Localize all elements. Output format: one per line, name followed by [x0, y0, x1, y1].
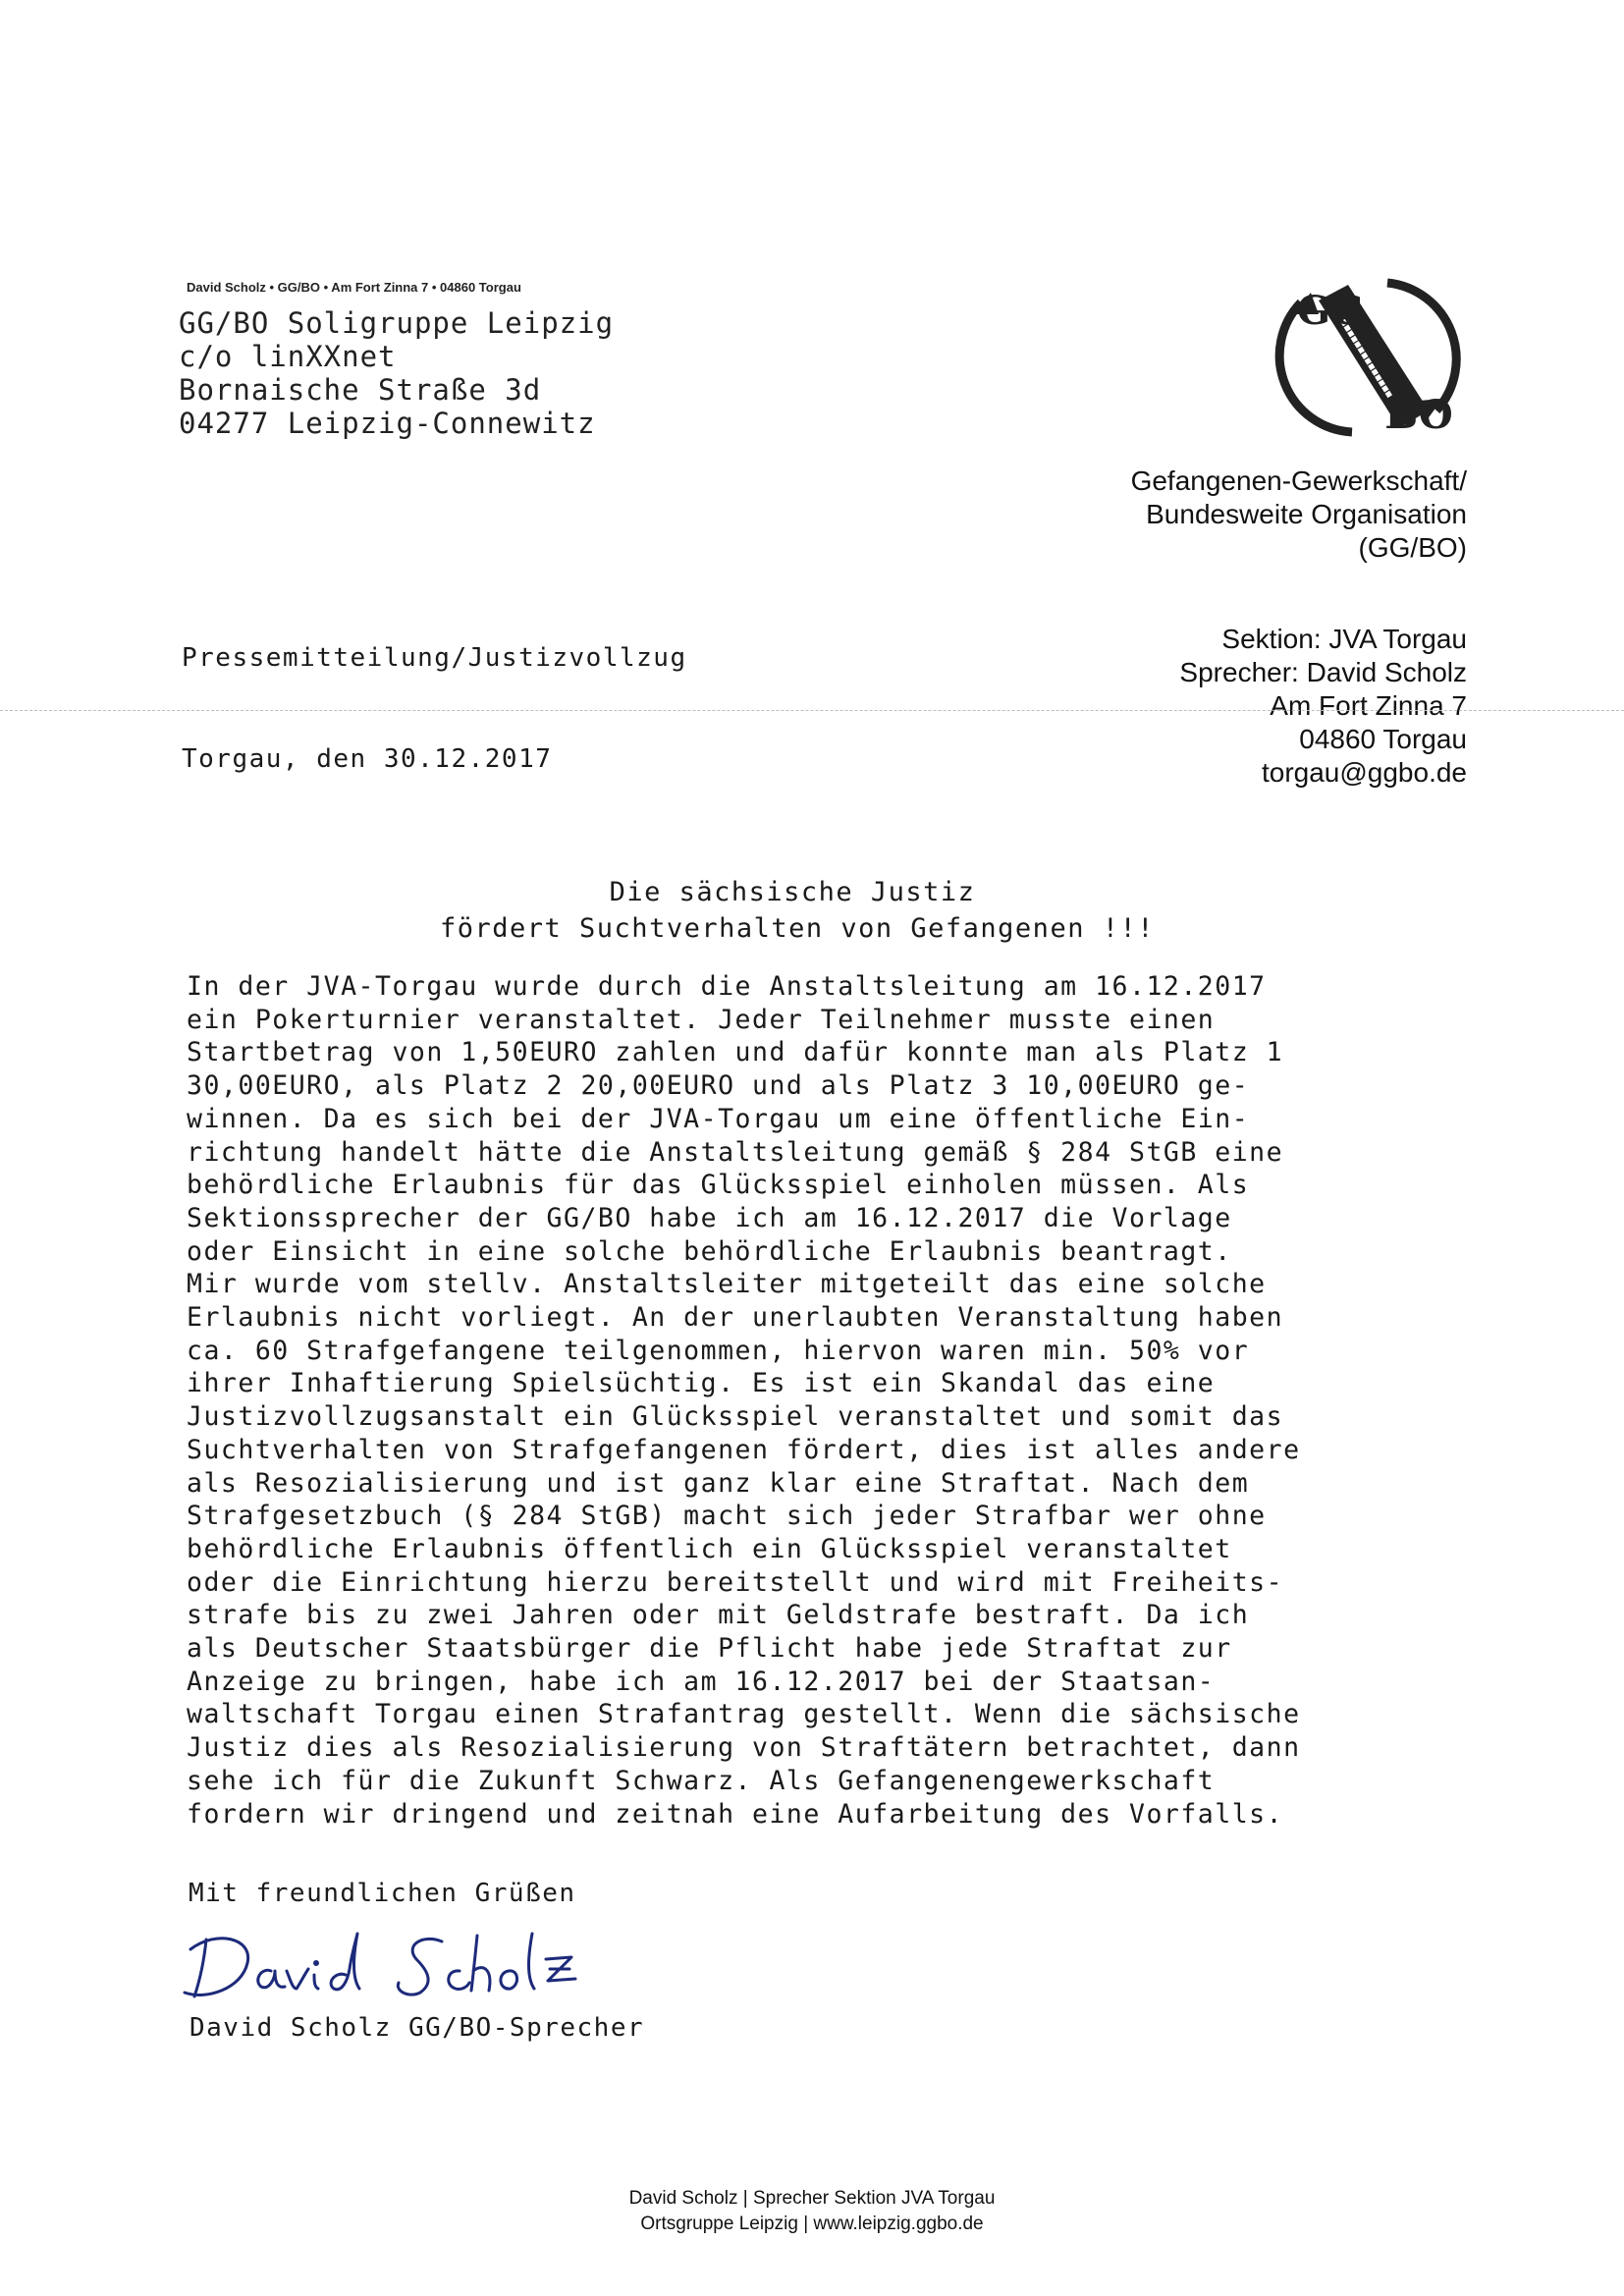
recipient-address [179, 306, 614, 440]
body-text [187, 970, 1301, 1831]
subject-line: Pressemitteilung/Justizvollzug [182, 643, 687, 673]
body-line: Erlaubnis nicht vorliegt. An der unerlaubten Veranstaltung haben [187, 1302, 1284, 1334]
body-line: behördliche Erlaubnis für das Glücksspiel einholen müssen. Als [187, 1170, 1250, 1201]
scan-divider [0, 710, 1624, 712]
body-line: richtung handelt hätte die Anstaltsleitung gemäß § 284 StGB eine [187, 1136, 1284, 1168]
body-line: als Resozialisierung und ist ganz klar eine Straftat. Nach dem [187, 1467, 1250, 1499]
body-line: Sektionssprecher der GG/BO habe ich am 16.12.2017 die Vorlage [187, 1202, 1232, 1233]
email-line: torgau@ggbo.de [1261, 757, 1467, 788]
street-line: Am Fort Zinna 7 [1270, 690, 1467, 721]
organisation-name [1131, 465, 1467, 565]
body-line: In der JVA-Torgau wurde durch die Anstaltsleitung am 16.12.2017 [187, 971, 1267, 1002]
body-line: winnen. Da es sich bei der JVA-Torgau um eine öffentliche Ein- [187, 1103, 1250, 1134]
recipient-line: Bornaische Straße 3d [179, 373, 542, 407]
recipient-line: c/o linXXnet [179, 340, 397, 373]
body-line: als Deutscher Staatsbürger die Pflicht habe jede Straftat zur [187, 1633, 1232, 1665]
date-line: Torgau, den 30.12.2017 [182, 744, 553, 774]
body-line: oder die Einrichtung hierzu bereitstellt und wird mit Freiheits- [187, 1566, 1284, 1598]
ggbo-logo-graphic [1272, 263, 1468, 452]
organisation-line: Bundesweite Organisation [1146, 499, 1467, 529]
logo-band-text: ■■■■■■■■■■■■■■ [1338, 317, 1394, 400]
body-line: sehe ich für die Zukunft Schwarz. Als Gefangenengewerkschaft [187, 1765, 1216, 1796]
body-line: ca. 60 Strafgefangene teilgenommen, hiervon waren min. 50% vor [187, 1335, 1250, 1366]
body-line: 30,00EURO, als Platz 2 20,00EURO und als Platz 3 10,00EURO ge- [187, 1070, 1250, 1102]
body-line: fordern wir dringend und zeitnah eine Aufarbeitung des Vorfalls. [187, 1798, 1284, 1830]
contact-block [1179, 623, 1467, 790]
signer-name: David Scholz GG/BO-Sprecher [189, 2013, 645, 2043]
logo-text-bo: BO [1384, 392, 1453, 438]
body-line: Strafgesetzbuch (§ 284 StGB) macht sich jeder Strafbar wer ohne [187, 1501, 1267, 1532]
handwritten-signature [177, 1920, 628, 2008]
body-line: strafe bis zu zwei Jahren oder mit Geldstrafe bestraft. Da ich [187, 1600, 1250, 1631]
recipient-line: 04277 Leipzig-Connewitz [179, 407, 596, 440]
recipient-line: GG/BO Soligruppe Leipzig [179, 306, 615, 340]
sender-address-line: David Scholz • GG/BO • Am Fort Zinna 7 • 04860 Torgau [187, 280, 521, 295]
footer-line-2: Ortsgruppe Leipzig | www.leipzig.ggbo.de [640, 2214, 984, 2234]
body-line: Justiz dies als Resozialisierung von Straftätern betrachtet, dann [187, 1732, 1301, 1764]
footer [0, 2186, 1624, 2237]
section-line: Sektion: JVA Torgau [1221, 624, 1467, 654]
body-line: Startbetrag von 1,50EURO zahlen und dafür konnte man als Platz 1 [187, 1037, 1284, 1068]
ggbo-logo [1272, 263, 1468, 452]
body-line: ihrer Inhaftierung Spielsüchtig. Es ist ein Skandal das eine [187, 1368, 1216, 1399]
logo-text-gg: GG [1296, 288, 1365, 334]
body-line: ein Pokerturnier veranstaltet. Jeder Teilnehmer musste einen [187, 1004, 1216, 1035]
signature-graphic [177, 1920, 628, 2008]
speaker-line: Sprecher: David Scholz [1179, 657, 1467, 687]
closing-salutation: Mit freundlichen Grüßen [189, 1879, 576, 1908]
organisation-line: Gefangenen-Gewerkschaft/ [1130, 465, 1467, 496]
city-line: 04860 Torgau [1299, 724, 1467, 754]
headline [0, 874, 1624, 947]
body-line: Justizvollzugsanstalt ein Glücksspiel veranstaltet und somit das [187, 1401, 1284, 1433]
body-line: behördliche Erlaubnis öffentlich ein Glücksspiel veranstaltet [187, 1533, 1232, 1564]
body-line: waltschaft Torgau einen Strafantrag gestellt. Wenn die sächsische [187, 1699, 1301, 1730]
body-line: Suchtverhalten von Strafgefangenen fördert, dies ist alles andere [187, 1434, 1301, 1465]
headline-line-2: fördert Suchtverhalten von Gefangenen !!! [440, 913, 1155, 944]
body-line: Anzeige zu bringen, habe ich am 16.12.2017 bei der Staatsan- [187, 1666, 1216, 1697]
organisation-line: (GG/BO) [1358, 532, 1467, 563]
headline-line-1: Die sächsische Justiz [609, 877, 976, 907]
body-line: Mir wurde vom stellv. Anstaltsleiter mitgeteilt das eine solche [187, 1269, 1267, 1300]
body-line: oder Einsicht in eine solche behördliche Erlaubnis beantragt. [187, 1235, 1232, 1267]
footer-line-1: David Scholz | Sprecher Sektion JVA Torgau [628, 2188, 996, 2209]
